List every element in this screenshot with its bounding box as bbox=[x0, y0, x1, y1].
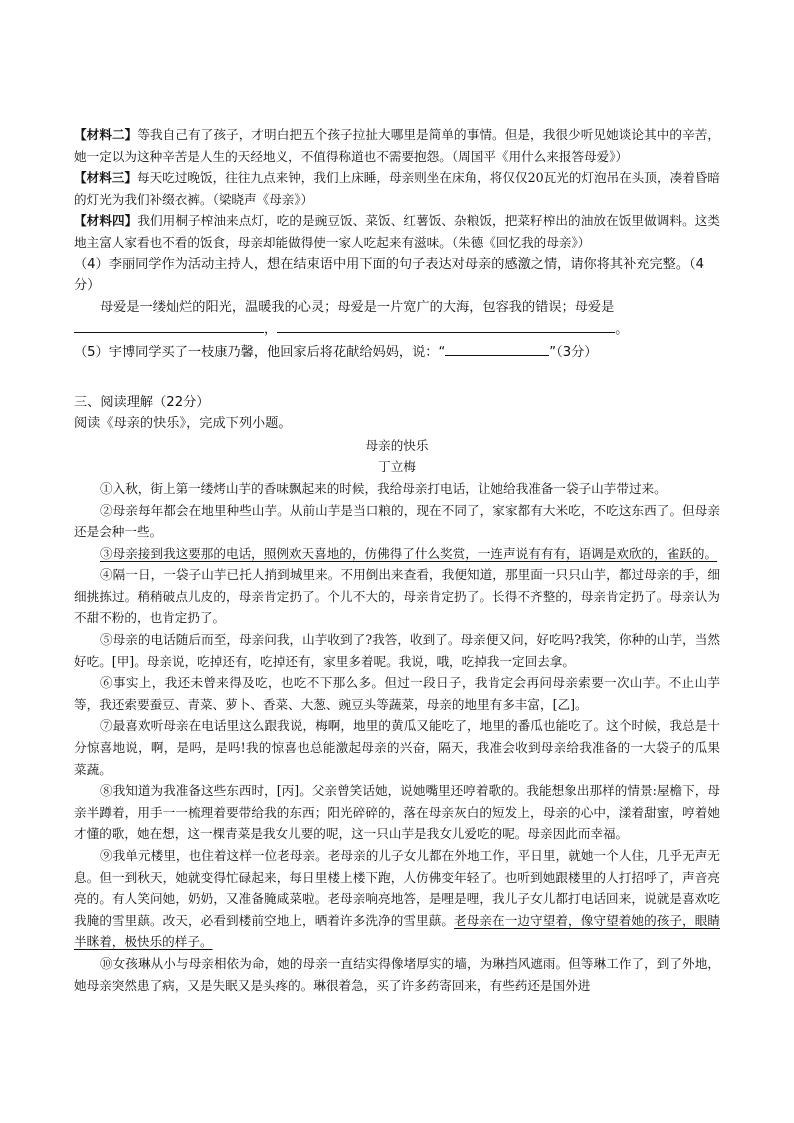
paragraph-9 bbox=[74, 845, 720, 953]
paragraph-2: ②母亲每年都会在地里种些山芋。从前山芋是当口粮的，现在不同了，家家都有大米吃，不吃这东西了。但母亲还是会种一些。 bbox=[74, 502, 720, 540]
paragraph-9-underlined: 老母亲在一边守望着，像守望着她的孩子，眼睛半眯着，极快乐的样子。 bbox=[74, 912, 721, 950]
article-author: 丁立梅 bbox=[378, 459, 416, 475]
material-2 bbox=[74, 124, 720, 167]
paragraph-6: ⑥事实上，我还未曾来得及吃，也吃不下那么多。但过一段日子，我肯定会再问母亲索要一次山芋。不止山芋等，我还索要蚕豆、青菜、萝卜、香菜、大葱、豌豆头等蔬菜，母亲的地里有多丰富，[乙]。 bbox=[74, 675, 720, 712]
paragraph-1: ①入秋，街上第一缕烤山芋的香味飘起来的时候，我给母亲打电话，让她给我准备一袋子山芋带过来。 bbox=[100, 480, 667, 496]
question-4-blanks bbox=[74, 318, 720, 341]
answer-blank-2[interactable] bbox=[277, 318, 615, 333]
question-4-sentence bbox=[74, 297, 720, 319]
question-4-sentence-text: 母爱是一缕灿烂的阳光，温暖我的心灵；母爱是一片宽广的大海，包容我的错误；母爱是 bbox=[100, 299, 615, 315]
question-5-end: ”（3分） bbox=[549, 344, 598, 360]
material-2-text: 等我自己有了孩子，才明白把五个孩子拉扯大哪里是简单的事情。但是，我很少听见她谈论其中的辛苦，她一定以为这种辛苦是人生的天经地义，不值得称道也不需要抱怨。（周国平《用什么来报答母爱》） bbox=[74, 127, 721, 164]
question-4-end: 。 bbox=[615, 322, 629, 338]
answer-blank-3[interactable] bbox=[445, 341, 549, 356]
paragraph-8: ⑧我知道为我准备这些东西时，[丙]。父亲曾笑话她，说她嘴里还哼着歌的。我能想象出那样的情景:屋檐下，母亲半蹲着，用手一一梳理着要带给我的东西；阳光碎碎的，落在母亲灰白的短发上，母亲的心中，漾着甜蜜，哼着她才懂的歌，她在想，这一棵青菜是我女儿要的呢，这一只山芋是我女儿爱吃的呢。母亲因此而幸福。 bbox=[74, 783, 720, 842]
material-4-text: 我们用桐子榨油来点灯，吃的是豌豆饭、菜饭、红薯饭、杂粮饭，把菜籽榨出的油放在饭里做调料。这类地主富人家看也不看的饭食，母亲却能做得使一家人吃起来有滋味。（朱德《回忆我的母亲》） bbox=[74, 213, 721, 250]
section-3-instruction: 阅读《母亲的快乐》，完成下列小题。 bbox=[74, 416, 292, 432]
paragraph-7: ⑦最喜欢听母亲在电话里这么跟我说，梅啊，地里的黄瓜又能吃了，地里的番瓜也能吃了。这个时候，我总是十分惊喜地说，啊，是吗，是吗!我的惊喜也总能激起母亲的兴奋，隔天，我准会收到母亲给我准备的一大袋子的瓜果菜蔬。 bbox=[74, 718, 720, 777]
question-4: （4）李丽同学作为活动主持人，想在结束语中用下面的句子表达对母亲的感激之情，请你将其补充完整。（4分） bbox=[74, 256, 704, 294]
paragraph-10: ⑩女孩琳从小与母亲相依为命，她的母亲一直结实得像堵厚实的墙，为琳挡风遮雨。但等琳工作了，到了外地，她母亲突然患了病，又是失眠又是头疼的。琳很着急，买了许多药寄回来，有些药还是国外进 bbox=[74, 955, 720, 993]
material-4-tag: 【材料四】 bbox=[74, 213, 138, 229]
material-3-tag: 【材料三】 bbox=[74, 170, 137, 186]
article-title: 母亲的快乐 bbox=[365, 437, 429, 453]
question-5-text: （5）宇博同学买了一枝康乃馨，他回家后将花献给妈妈，说：“ bbox=[74, 344, 446, 360]
material-4 bbox=[74, 210, 720, 253]
material-3 bbox=[74, 167, 720, 210]
material-3-text: 每天吃过晚饭，往往九点来钟，我们上床睡，母亲则坐在床角，将仅仅20瓦光的灯泡吊在头顶，凑着昏暗的灯光为我们补缀衣裤。（梁晓声《母亲》） bbox=[74, 170, 720, 207]
section-3-title: 三、阅读理解（22分） bbox=[74, 394, 210, 410]
paragraph-4: ④隔一日，一袋子山芋已托人捎到城里来。不用倒出来查看，我便知道，那里面一只只山芋，都过母亲的手，细细挑拣过。稍稍破点儿皮的，母亲肯定扔了。个儿不大的，母亲肯定扔了。长得不齐整的，母亲肯定扔了。母亲认为不甜不粉的，也肯定扔了。 bbox=[74, 567, 720, 626]
material-2-tag: 【材料二】 bbox=[74, 127, 138, 142]
paragraph-9-text: ⑨我单元楼里，也住着这样一位老母亲。老母亲的儿子女儿都在外地工作，平日里，就她一个人住，几乎无声无息。但一到秋天，她就变得忙碌起来，每日里楼上楼下跑，人仿佛变年轻了。也听到她跟楼里的人打招呼了，声音亮亮的。有人笑问她，奶奶，又准备腌咸菜啦。老母亲响亮地答，是哩是哩，我儿子女儿都打电话回来，说就是喜欢吃我腌的雪里蕻。改天，必看到楼前空地上，晒着许多洗净的雪里蕻。 bbox=[74, 848, 720, 928]
question-5 bbox=[74, 341, 720, 364]
answer-blank-1[interactable] bbox=[74, 318, 264, 333]
question-4-comma: ， bbox=[264, 322, 278, 338]
paragraph-5: ⑤母亲的电话随后而至，母亲问我，山芋收到了?我答，收到了。母亲便又问，好吃吗?我笑，你种的山芋，当然好吃。[甲]。母亲说，吃掉还有，吃掉还有，家里多着呢。我说，哦，吃掉我一定回去拿。 bbox=[74, 632, 720, 669]
document-page bbox=[74, 124, 720, 996]
paragraph-3: ③母亲接到我这要那的电话，照例欢天喜地的，仿佛得了什么奖赏，一连声说有有有，语调是欢欣的，雀跃的。 bbox=[100, 545, 718, 561]
